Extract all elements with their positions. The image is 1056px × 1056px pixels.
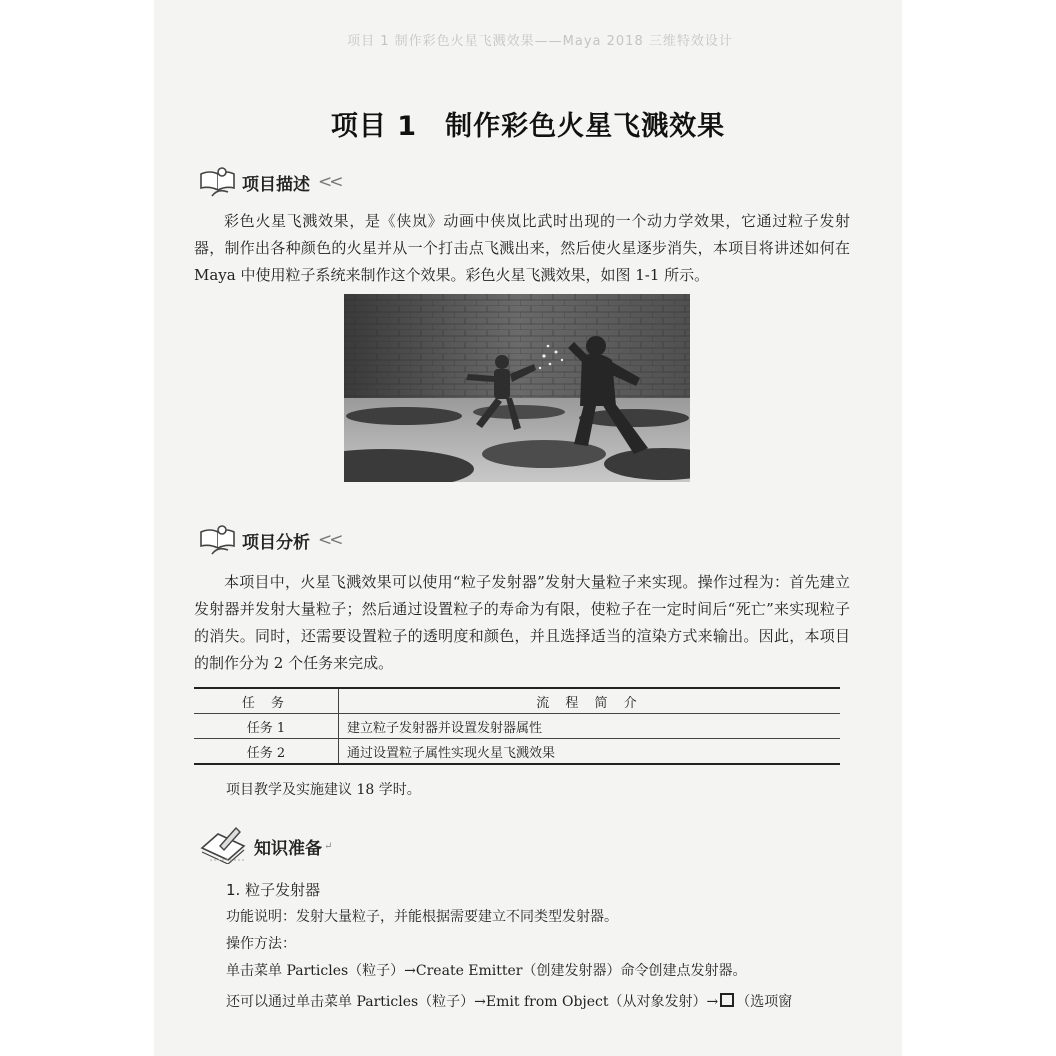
section-heading-description <box>198 162 341 202</box>
table-cell: 任务 1 <box>194 714 339 739</box>
title-project-name: 制作彩色火星飞溅效果 <box>445 111 726 142</box>
description-paragraph: 彩色火星飞溅效果，是《侠岚》动画中侠岚比武时出现的一个动力学效果，它通过粒子发射器，制作出各种颜色的火星并从一个打击点飞溅出来，然后使火星逐步消失，本项目将讲述如何在 Maya 中使用粒子系统来制作这个效果。彩色火星飞溅效果，如图 1-1 所示。 <box>194 212 850 284</box>
book-page <box>154 0 902 1056</box>
pen-paper-icon <box>198 824 248 868</box>
section-label: 项目描述 <box>242 174 310 195</box>
book-reader-icon <box>198 520 238 560</box>
running-head: 项目 1 制作彩色火星飞溅效果——Maya 2018 三维特效设计 <box>347 34 733 49</box>
function-description: 功能说明：发射大量粒子，并能根据需要建立不同类型发射器。 <box>226 909 618 925</box>
return-mark-icon: ↵ <box>324 840 333 852</box>
section-label: 项目分析 <box>242 532 310 553</box>
step-emit-from-object <box>226 991 792 1011</box>
table-header-row <box>194 688 840 714</box>
step-create-emitter: 单击菜单 Particles（粒子）→Create Emitter（创建发射器）命令创建点发射器。 <box>226 963 747 979</box>
table-row <box>194 739 840 765</box>
book-reader-icon <box>198 162 238 202</box>
subsection-heading: 1. 粒子发射器 <box>226 881 321 899</box>
task-table <box>194 687 840 765</box>
table-cell: 建立粒子发射器并设置发射器属性 <box>347 720 543 736</box>
title-project-number: 项目 1 <box>330 111 418 142</box>
table-header-cell: 任 务 <box>194 688 339 714</box>
analysis-paragraph: 本项目中，火星飞溅效果可以使用“粒子发射器”发射大量粒子来实现。操作过程为：首先建立发射器并发射大量粒子；然后通过设置粒子的寿命为有限，使粒子在一定时间后“死亡”来实现粒子的消失。同时，还需要设置粒子的透明度和颜色，并且选择适当的渲染方式来输出。因此，本项目的制作分为 2 个任务来完成。 <box>194 573 850 672</box>
option-box-icon <box>720 993 734 1007</box>
table-header-cell: 流 程 简 介 <box>339 688 841 714</box>
figure-1-1-image <box>344 294 690 482</box>
section-heading-knowledge <box>198 824 332 868</box>
step-text: 还可以通过单击菜单 Particles（粒子）→Emit from Object（从对象发射）→ <box>226 994 719 1010</box>
teaching-hours-note: 项目教学及实施建议 18 学时。 <box>226 782 421 798</box>
method-label: 操作方法： <box>226 936 296 952</box>
section-label: 知识准备 <box>254 838 322 859</box>
double-chevron-left-icon: << <box>318 172 341 192</box>
page-title <box>154 104 902 143</box>
step-text-tail: （选项窗 <box>736 994 793 1010</box>
table-row <box>194 714 840 739</box>
double-chevron-left-icon: << <box>318 530 341 550</box>
section-heading-analysis <box>198 520 341 560</box>
table-cell: 任务 2 <box>194 739 339 765</box>
table-cell: 通过设置粒子属性实现火星飞溅效果 <box>347 745 556 761</box>
